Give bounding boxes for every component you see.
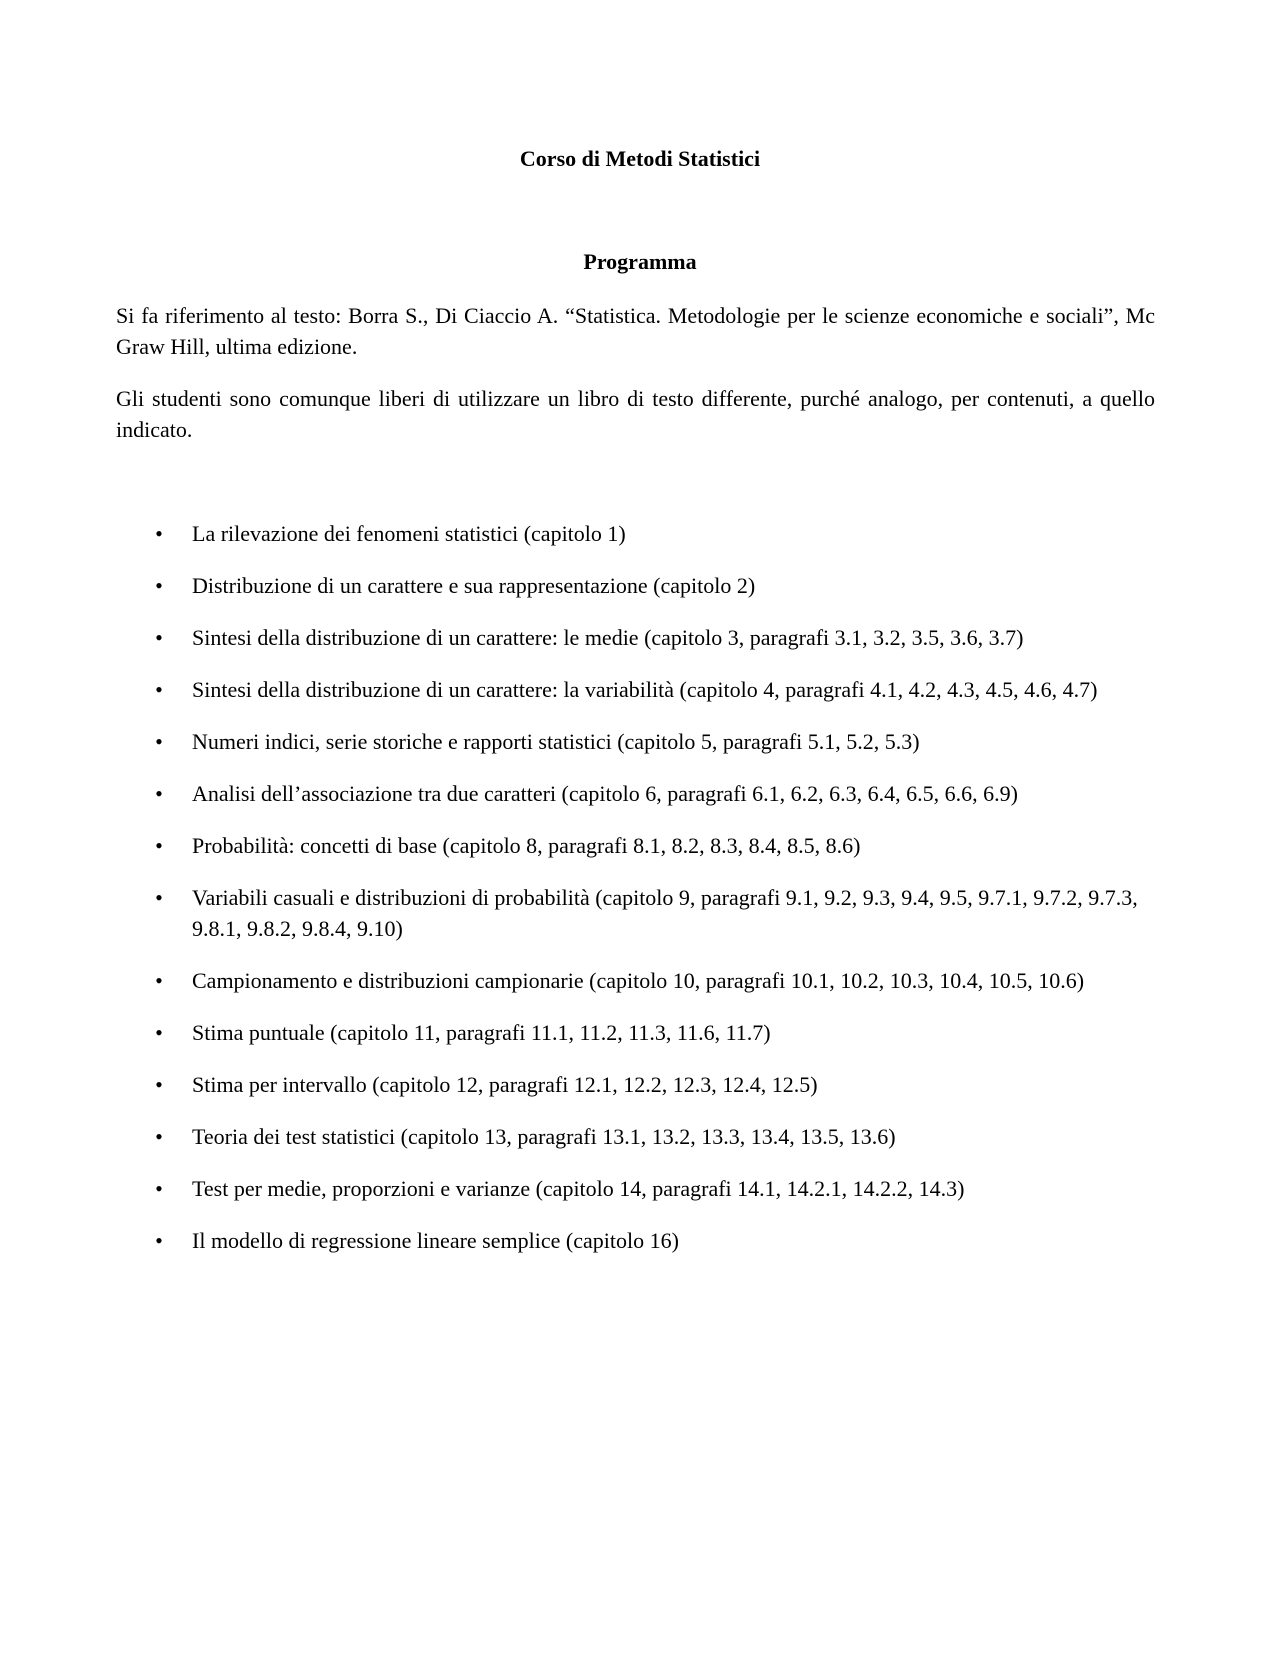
bullet-icon: • [155, 1176, 163, 1201]
list-item-text: Stima puntuale (capitolo 11, paragrafi 11.1, 11.2, 11.3, 11.6, 11.7) [192, 1020, 771, 1045]
list-item [116, 570, 1156, 601]
bullet-icon: • [155, 677, 163, 702]
list-item [116, 1121, 1156, 1152]
bullet-icon: • [155, 781, 163, 806]
list-item [116, 1225, 1156, 1256]
list-item [116, 1017, 1156, 1048]
bullet-icon: • [155, 729, 163, 754]
list-item-text: Sintesi della distribuzione di un carattere: la variabilità (capitolo 4, paragrafi 4.1, 4.2, 4.3, 4.5, 4.6, 4.7) [192, 677, 1098, 702]
bullet-icon: • [155, 521, 163, 546]
list-item [116, 1173, 1156, 1204]
list-item [116, 674, 1156, 705]
list-item-text: Campionamento e distribuzioni campionarie (capitolo 10, paragrafi 10.1, 10.2, 10.3, 10.4, 10.5, 10.6) [192, 968, 1085, 993]
bullet-icon: • [155, 968, 163, 993]
list-item-text: Test per medie, proporzioni e varianze (capitolo 14, paragrafi 14.1, 14.2.1, 14.2.2, 14.3) [192, 1176, 965, 1201]
document-title: Corso di Metodi Statistici [519, 146, 761, 171]
list-item [116, 965, 1156, 996]
list-item-text: Teoria dei test statistici (capitolo 13, paragrafi 13.1, 13.2, 13.3, 13.4, 13.5, 13.6) [192, 1124, 896, 1149]
bullet-icon: • [155, 885, 163, 910]
bullet-icon: • [155, 1228, 163, 1253]
section-heading-programma: Programma [583, 249, 697, 274]
list-item [116, 830, 1156, 861]
bullet-icon: • [155, 1020, 163, 1045]
list-item-text: Stima per intervallo (capitolo 12, paragrafi 12.1, 12.2, 12.3, 12.4, 12.5) [192, 1072, 818, 1097]
list-item-text: Sintesi della distribuzione di un carattere: le medie (capitolo 3, paragrafi 3.1, 3.2, 3.5, 3.6, 3.7) [192, 625, 1024, 650]
list-item [116, 518, 1156, 549]
list-item-text: Analisi dell’associazione tra due caratteri (capitolo 6, paragrafi 6.1, 6.2, 6.3, 6.4, 6.5, 6.6, 6.9) [192, 781, 1018, 806]
list-item-text: Numeri indici, serie storiche e rapporti statistici (capitolo 5, paragrafi 5.1, 5.2, 5.3) [192, 729, 920, 754]
list-item [116, 726, 1156, 757]
topics-list [116, 518, 1156, 1277]
reference-text-paragraph: Si fa riferimento al testo: Borra S., Di Ciaccio A. “Statistica. Metodologie per le scienze economiche e sociali”, Mc Graw Hill, ultima edizione. [116, 303, 1155, 359]
list-item-text: Variabili casuali e distribuzioni di probabilità (capitolo 9, paragrafi 9.1, 9.2, 9.3, 9.4, 9.5, 9.7.1, 9.7.2, 9.7.3, 9.8.1, 9.8.2, 9.8.4, 9.10) [192, 885, 1138, 941]
bullet-icon: • [155, 573, 163, 598]
list-item-text: La rilevazione dei fenomeni statistici (capitolo 1) [192, 521, 626, 546]
list-item [116, 622, 1156, 653]
bullet-icon: • [155, 833, 163, 858]
list-item [116, 882, 1156, 944]
list-item-text: Il modello di regressione lineare semplice (capitolo 16) [192, 1228, 679, 1253]
list-item [116, 778, 1156, 809]
alternative-textbook-paragraph: Gli studenti sono comunque liberi di utilizzare un libro di testo differente, purché analogo, per contenuti, a quello indicato. [116, 386, 1155, 442]
bullet-icon: • [155, 1124, 163, 1149]
list-item-text: Probabilità: concetti di base (capitolo 8, paragrafi 8.1, 8.2, 8.3, 8.4, 8.5, 8.6) [192, 833, 861, 858]
bullet-icon: • [155, 1072, 163, 1097]
bullet-icon: • [155, 625, 163, 650]
list-item [116, 1069, 1156, 1100]
list-item-text: Distribuzione di un carattere e sua rappresentazione (capitolo 2) [192, 573, 756, 598]
